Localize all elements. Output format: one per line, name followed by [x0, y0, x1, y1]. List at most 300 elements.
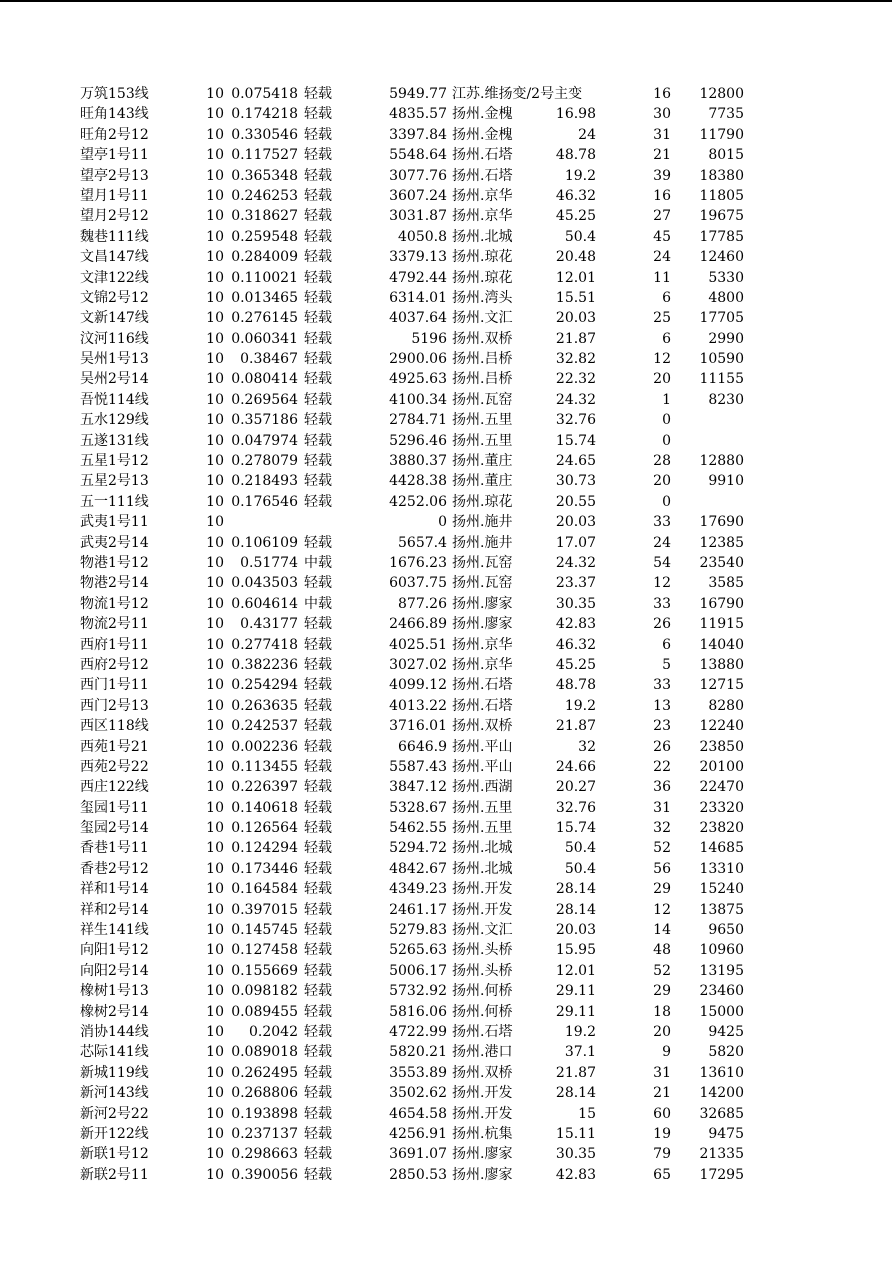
capacity-cell: 14685	[699, 840, 744, 857]
load-rate-cell: 0.330546	[231, 126, 298, 143]
substation-cell: 扬州.文汇	[452, 310, 513, 327]
line-name-cell: 魏巷111线	[80, 228, 149, 245]
capacity-cell: 32685	[699, 1105, 744, 1122]
substation-cell: 扬州.杭集	[452, 1125, 513, 1142]
value-cell: 5462.55	[389, 820, 447, 837]
value-cell: 3716.01	[389, 718, 447, 735]
voltage-cell: 10	[206, 1003, 224, 1020]
voltage-cell: 10	[206, 820, 224, 837]
line-name-cell: 五一111线	[80, 493, 149, 510]
value-cell: 3379.13	[389, 249, 447, 266]
capacity-cell: 8280	[708, 697, 744, 714]
load-rate-cell: 0.242537	[231, 718, 298, 735]
load-rate-cell: 0.218493	[231, 473, 298, 490]
value-cell: 5657.4	[398, 534, 447, 551]
load-rate-cell: 0.357186	[231, 412, 298, 429]
voltage-cell: 10	[206, 1166, 224, 1183]
load-rate-cell: 0.174218	[231, 106, 298, 123]
capacity-cell: 5330	[708, 269, 744, 286]
capacity-cell: 12880	[699, 453, 744, 470]
value-cell: 3607.24	[389, 187, 447, 204]
length-cell: 19.2	[564, 167, 596, 184]
count-cell: 22	[653, 758, 671, 775]
count-cell: 19	[653, 1125, 671, 1142]
substation-cell: 扬州.五里	[452, 412, 513, 429]
capacity-cell: 12240	[699, 718, 744, 735]
load-status-cell: 轻载	[304, 208, 332, 225]
voltage-cell: 10	[206, 534, 224, 551]
count-cell: 20	[653, 1023, 671, 1040]
count-cell: 16	[653, 187, 671, 204]
length-cell: 50.4	[564, 228, 596, 245]
capacity-cell: 15240	[699, 881, 744, 898]
value-cell: 5816.06	[389, 1003, 447, 1020]
capacity-cell: 20100	[699, 758, 744, 775]
length-cell: 28.14	[555, 881, 596, 898]
load-status-cell: 轻载	[304, 330, 332, 347]
count-cell: 28	[653, 453, 671, 470]
capacity-cell: 14200	[699, 1085, 744, 1102]
load-status-cell: 轻载	[304, 656, 332, 673]
load-rate-cell: 0.604614	[231, 595, 298, 612]
capacity-cell: 9475	[708, 1125, 744, 1142]
substation-cell: 扬州.开发	[452, 901, 513, 918]
length-cell: 50.4	[564, 840, 596, 857]
count-cell: 31	[653, 1064, 671, 1081]
substation-cell: 扬州.双桥	[452, 1064, 513, 1081]
value-cell: 3691.07	[389, 1146, 447, 1163]
value-cell: 5279.83	[389, 922, 447, 939]
capacity-cell: 14040	[699, 636, 744, 653]
voltage-cell: 10	[206, 473, 224, 490]
load-rate-cell: 0.089455	[231, 1003, 298, 1020]
length-cell: 15.51	[555, 289, 596, 306]
substation-cell: 扬州.金槐	[452, 106, 513, 123]
count-cell: 23	[653, 718, 671, 735]
count-cell: 24	[653, 249, 671, 266]
voltage-cell: 10	[206, 1146, 224, 1163]
count-cell: 0	[662, 412, 671, 429]
table-row	[0, 838, 892, 858]
load-status-cell: 轻载	[304, 534, 332, 551]
voltage-cell: 10	[206, 147, 224, 164]
substation-cell: 扬州.廖家	[452, 1166, 513, 1183]
substation-cell: 扬州.吕桥	[452, 351, 513, 368]
value-cell: 5732.92	[389, 983, 447, 1000]
table-row	[0, 349, 892, 369]
substation-cell: 扬州.文汇	[452, 922, 513, 939]
load-rate-cell: 0.013465	[231, 289, 298, 306]
substation-cell: 扬州.廖家	[452, 616, 513, 633]
table-row	[0, 920, 892, 940]
substation-cell: 扬州.开发	[452, 1085, 513, 1102]
voltage-cell: 10	[206, 983, 224, 1000]
capacity-cell: 11915	[699, 616, 744, 633]
length-cell: 15	[578, 1105, 596, 1122]
substation-cell: 扬州.石塔	[452, 677, 513, 694]
value-cell: 0	[438, 514, 447, 531]
capacity-cell: 11155	[699, 371, 744, 388]
load-status-cell: 轻载	[304, 840, 332, 857]
value-cell: 4256.91	[389, 1125, 447, 1142]
table-row	[0, 757, 892, 777]
voltage-cell: 10	[206, 738, 224, 755]
load-rate-cell: 0.397015	[231, 901, 298, 918]
load-status-cell: 轻载	[304, 1044, 332, 1061]
load-status-cell: 轻载	[304, 820, 332, 837]
capacity-cell: 17785	[699, 228, 744, 245]
load-status-cell: 轻载	[304, 106, 332, 123]
load-rate-cell: 0.145745	[231, 922, 298, 939]
load-rate-cell: 0.382236	[231, 656, 298, 673]
load-status-cell: 轻载	[304, 86, 332, 102]
load-status-cell: 轻载	[304, 432, 332, 449]
table-row	[0, 1063, 892, 1083]
line-name-cell: 旺角2号12	[80, 126, 149, 143]
line-name-cell: 武夷2号14	[80, 534, 149, 551]
length-cell: 12.01	[555, 962, 596, 979]
count-cell: 21	[653, 1085, 671, 1102]
voltage-cell: 10	[206, 697, 224, 714]
load-status-cell: 轻载	[304, 1064, 332, 1081]
load-status-cell: 轻载	[304, 677, 332, 694]
load-rate-cell: 0.365348	[231, 167, 298, 184]
load-rate-cell: 0.43177	[240, 616, 298, 633]
length-cell: 45.25	[555, 208, 596, 225]
table-row	[0, 1022, 892, 1042]
length-cell: 24.32	[555, 391, 596, 408]
count-cell: 33	[653, 514, 671, 531]
substation-cell: 扬州.平山	[452, 758, 513, 775]
load-rate-cell: 0.298663	[231, 1146, 298, 1163]
load-status-cell: 轻载	[304, 575, 332, 592]
load-rate-cell: 0.106109	[231, 534, 298, 551]
capacity-cell: 21335	[699, 1146, 744, 1163]
length-cell: 46.32	[555, 636, 596, 653]
load-rate-cell: 0.176546	[231, 493, 298, 510]
load-rate-cell: 0.002236	[231, 738, 298, 755]
load-rate-cell: 0.254294	[231, 677, 298, 694]
load-status-cell: 轻载	[304, 167, 332, 184]
load-status-cell: 轻载	[304, 636, 332, 653]
voltage-cell: 10	[206, 249, 224, 266]
load-rate-cell: 0.2042	[249, 1023, 298, 1040]
line-name-cell: 文昌147线	[80, 249, 149, 266]
line-name-cell: 橡树1号13	[80, 983, 149, 1000]
load-rate-cell: 0.246253	[231, 187, 298, 204]
substation-cell: 扬州.五里	[452, 799, 513, 816]
load-rate-cell: 0.117527	[231, 147, 298, 164]
value-cell: 4099.12	[389, 677, 447, 694]
table-row	[0, 390, 892, 410]
capacity-cell: 11805	[699, 187, 744, 204]
value-cell: 4654.58	[389, 1105, 447, 1122]
length-cell: 15.74	[555, 432, 596, 449]
table-row	[0, 859, 892, 879]
value-cell: 5196	[411, 330, 447, 347]
voltage-cell: 10	[206, 289, 224, 306]
load-rate-cell: 0.277418	[231, 636, 298, 653]
substation-cell: 扬州.琼花	[452, 249, 513, 266]
count-cell: 65	[653, 1166, 671, 1183]
voltage-cell: 10	[206, 840, 224, 857]
substation-cell: 扬州.西湖	[452, 779, 513, 796]
voltage-cell: 10	[206, 514, 224, 531]
line-name-cell: 西府1号11	[80, 636, 149, 653]
table-row	[0, 635, 892, 655]
voltage-cell: 10	[206, 799, 224, 816]
table-row	[0, 227, 892, 247]
load-rate-cell: 0.237137	[231, 1125, 298, 1142]
load-status-cell: 轻载	[304, 697, 332, 714]
length-cell: 15.95	[555, 942, 596, 959]
length-cell: 24.66	[555, 758, 596, 775]
capacity-cell: 10960	[699, 942, 744, 959]
line-name-cell: 橡树2号14	[80, 1003, 149, 1020]
line-name-cell: 西苑1号21	[80, 738, 149, 755]
value-cell: 3502.62	[389, 1085, 447, 1102]
line-name-cell: 芯际141线	[80, 1044, 149, 1061]
length-cell: 45.25	[555, 656, 596, 673]
value-cell: 4428.38	[389, 473, 447, 490]
table-row	[0, 1042, 892, 1062]
value-cell: 4925.63	[389, 371, 447, 388]
voltage-cell: 10	[206, 269, 224, 286]
value-cell: 1676.23	[389, 554, 447, 571]
count-cell: 29	[653, 881, 671, 898]
capacity-cell: 19675	[699, 208, 744, 225]
length-cell: 48.78	[555, 147, 596, 164]
line-name-cell: 望亭1号11	[80, 147, 149, 164]
substation-cell: 扬州.北城	[452, 860, 513, 877]
line-name-cell: 新联1号12	[80, 1146, 149, 1163]
length-cell: 16.98	[555, 106, 596, 123]
length-cell: 19.2	[564, 697, 596, 714]
substation-cell: 扬州.京华	[452, 636, 513, 653]
load-status-cell: 轻载	[304, 228, 332, 245]
load-rate-cell: 0.278079	[231, 453, 298, 470]
count-cell: 25	[653, 310, 671, 327]
table-row	[0, 206, 892, 226]
count-cell: 30	[653, 106, 671, 123]
count-cell: 0	[662, 432, 671, 449]
count-cell: 0	[662, 493, 671, 510]
length-cell: 37.1	[564, 1044, 596, 1061]
line-name-cell: 吴州1号13	[80, 351, 149, 368]
value-cell: 2466.89	[389, 616, 447, 633]
count-cell: 21	[653, 147, 671, 164]
voltage-cell: 10	[206, 922, 224, 939]
load-rate-cell: 0.193898	[231, 1105, 298, 1122]
line-name-cell: 物港2号14	[80, 575, 149, 592]
line-name-cell: 武夷1号11	[80, 514, 149, 531]
line-name-cell: 物流2号11	[80, 616, 149, 633]
count-cell: 20	[653, 473, 671, 490]
load-status-cell: 轻载	[304, 391, 332, 408]
table-row	[0, 84, 892, 104]
voltage-cell: 10	[206, 167, 224, 184]
count-cell: 6	[662, 289, 671, 306]
voltage-cell: 10	[206, 1105, 224, 1122]
capacity-cell: 11790	[699, 126, 744, 143]
value-cell: 5820.21	[389, 1044, 447, 1061]
substation-cell: 扬州.双桥	[452, 330, 513, 347]
length-cell: 48.78	[555, 677, 596, 694]
line-name-cell: 望月2号12	[80, 208, 149, 225]
line-name-cell: 西苑2号22	[80, 758, 149, 775]
capacity-cell: 13310	[699, 860, 744, 877]
table-row	[0, 696, 892, 716]
voltage-cell: 10	[206, 901, 224, 918]
capacity-cell: 23850	[699, 738, 744, 755]
load-rate-cell: 0.113455	[231, 758, 298, 775]
table-row	[0, 410, 892, 430]
line-name-cell: 玺园2号14	[80, 820, 149, 837]
capacity-cell: 12715	[699, 677, 744, 694]
substation-cell: 扬州.港口	[452, 1044, 513, 1061]
value-cell: 5296.46	[389, 432, 447, 449]
load-rate-cell: 0.284009	[231, 249, 298, 266]
value-cell: 5265.63	[389, 942, 447, 959]
capacity-cell: 7735	[708, 106, 744, 123]
load-rate-cell: 0.047974	[231, 432, 298, 449]
load-status-cell: 轻载	[304, 1023, 332, 1040]
substation-cell: 扬州.瓦窑	[452, 391, 513, 408]
substation-cell: 扬州.京华	[452, 656, 513, 673]
voltage-cell: 10	[206, 595, 224, 612]
count-cell: 13	[653, 697, 671, 714]
voltage-cell: 10	[206, 881, 224, 898]
table-row	[0, 1124, 892, 1144]
voltage-cell: 10	[206, 616, 224, 633]
table-row	[0, 145, 892, 165]
capacity-cell: 4800	[708, 289, 744, 306]
voltage-cell: 10	[206, 371, 224, 388]
load-status-cell: 轻载	[304, 881, 332, 898]
load-rate-cell: 0.075418	[231, 86, 298, 102]
voltage-cell: 10	[206, 1064, 224, 1081]
voltage-cell: 10	[206, 860, 224, 877]
substation-cell: 江苏.维扬变/2号主变	[452, 86, 583, 102]
value-cell: 4025.51	[389, 636, 447, 653]
count-cell: 60	[653, 1105, 671, 1122]
value-cell: 4037.64	[389, 310, 447, 327]
length-cell: 20.48	[555, 249, 596, 266]
load-status-cell: 轻载	[304, 1146, 332, 1163]
value-cell: 877.26	[398, 595, 447, 612]
line-name-cell: 物港1号12	[80, 554, 149, 571]
load-status-cell: 轻载	[304, 493, 332, 510]
load-status-cell: 轻载	[304, 147, 332, 164]
load-status-cell: 轻载	[304, 942, 332, 959]
length-cell: 20.27	[555, 779, 596, 796]
value-cell: 4100.34	[389, 391, 447, 408]
table-row	[0, 431, 892, 451]
voltage-cell: 10	[206, 351, 224, 368]
value-cell: 5328.67	[389, 799, 447, 816]
length-cell: 32	[578, 738, 596, 755]
line-name-cell: 五水129线	[80, 412, 149, 429]
table-row	[0, 268, 892, 288]
table-row	[0, 471, 892, 491]
count-cell: 31	[653, 799, 671, 816]
table-row	[0, 308, 892, 328]
table-row	[0, 777, 892, 797]
length-cell: 20.03	[555, 310, 596, 327]
substation-cell: 扬州.董庄	[452, 473, 513, 490]
voltage-cell: 10	[206, 1023, 224, 1040]
value-cell: 4842.67	[389, 860, 447, 877]
line-name-cell: 新开122线	[80, 1125, 149, 1142]
length-cell: 42.83	[555, 1166, 596, 1183]
count-cell: 20	[653, 371, 671, 388]
substation-cell: 扬州.何桥	[452, 983, 513, 1000]
table-row	[0, 369, 892, 389]
capacity-cell: 12460	[699, 249, 744, 266]
length-cell: 46.32	[555, 187, 596, 204]
load-status-cell: 轻载	[304, 962, 332, 979]
length-cell: 12.01	[555, 269, 596, 286]
capacity-cell: 15000	[699, 1003, 744, 1020]
table-row	[0, 879, 892, 899]
capacity-cell: 13875	[699, 901, 744, 918]
load-rate-cell: 0.089018	[231, 1044, 298, 1061]
substation-cell: 扬州.头桥	[452, 962, 513, 979]
voltage-cell: 10	[206, 1044, 224, 1061]
substation-cell: 扬州.京华	[452, 208, 513, 225]
voltage-cell: 10	[206, 412, 224, 429]
capacity-cell: 23820	[699, 820, 744, 837]
load-rate-cell: 0.164584	[231, 881, 298, 898]
value-cell: 2850.53	[389, 1166, 447, 1183]
line-name-cell: 新河2号22	[80, 1105, 149, 1122]
load-status-cell: 轻载	[304, 453, 332, 470]
value-cell: 2784.71	[389, 412, 447, 429]
substation-cell: 扬州.瓦窑	[452, 575, 513, 592]
substation-cell: 扬州.琼花	[452, 493, 513, 510]
voltage-cell: 10	[206, 106, 224, 123]
substation-cell: 扬州.琼花	[452, 269, 513, 286]
value-cell: 5294.72	[389, 840, 447, 857]
substation-cell: 扬州.开发	[452, 881, 513, 898]
count-cell: 24	[653, 534, 671, 551]
load-rate-cell: 0.140618	[231, 799, 298, 816]
voltage-cell: 10	[206, 228, 224, 245]
line-name-cell: 西门2号13	[80, 697, 149, 714]
load-status-cell: 轻载	[304, 738, 332, 755]
voltage-cell: 10	[206, 677, 224, 694]
count-cell: 56	[653, 860, 671, 877]
voltage-cell: 10	[206, 656, 224, 673]
length-cell: 24	[578, 126, 596, 143]
value-cell: 4792.44	[389, 269, 447, 286]
line-name-cell: 万筑153线	[80, 86, 149, 102]
load-rate-cell: 0.098182	[231, 983, 298, 1000]
substation-cell: 扬州.廖家	[452, 1146, 513, 1163]
voltage-cell: 10	[206, 962, 224, 979]
load-rate-cell: 0.124294	[231, 840, 298, 857]
capacity-cell: 23460	[699, 983, 744, 1000]
load-status-cell: 轻载	[304, 473, 332, 490]
substation-cell: 扬州.石塔	[452, 697, 513, 714]
capacity-cell: 5820	[708, 1044, 744, 1061]
value-cell: 3031.87	[389, 208, 447, 225]
substation-cell: 扬州.北城	[452, 840, 513, 857]
voltage-cell: 10	[206, 208, 224, 225]
substation-cell: 扬州.平山	[452, 738, 513, 755]
table-row	[0, 1083, 892, 1103]
length-cell: 20.03	[555, 922, 596, 939]
